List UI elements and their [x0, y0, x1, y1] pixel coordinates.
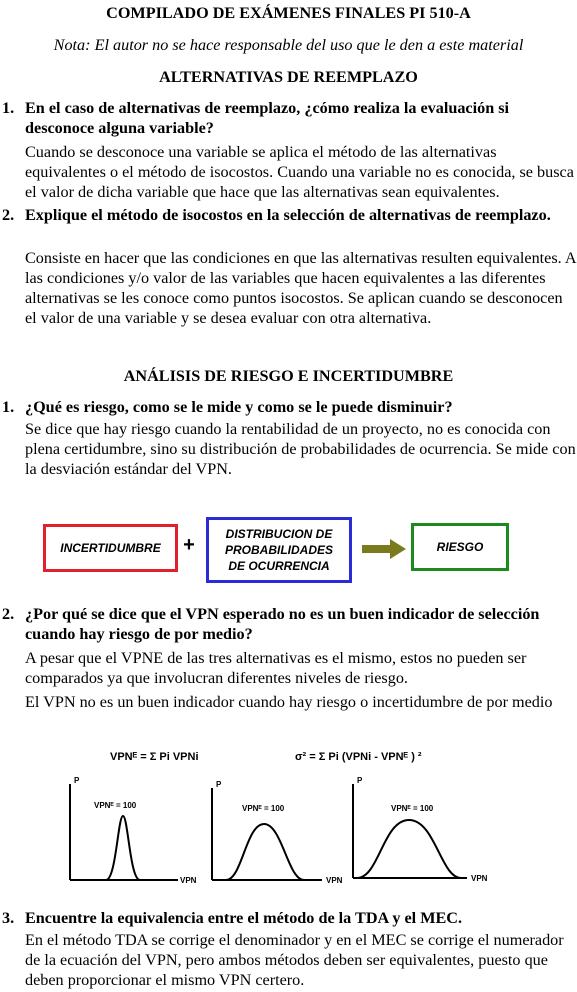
diagram-box-label: RIESGO — [436, 540, 484, 554]
question-number: 2. — [2, 206, 15, 224]
plus-symbol: + — [183, 534, 195, 556]
question-text: ¿Por qué se dice que el VPN esperado no es un buen indicador de selección cuando hay riesgo de por medio? — [25, 605, 540, 643]
question-number: 1. — [2, 398, 15, 416]
y-axis-label: P — [357, 776, 363, 785]
y-axis-label: P — [216, 780, 222, 789]
diagram-box-label: PROBABILIDADES — [224, 543, 333, 557]
answer-text: Consiste en hacer que las condiciones en que las alternativas resulten equivalentes. A las condiciones y/o valor de las variables que hacen equivalentes a las diferentes alternativas se les conoce como puntos isocostos. Se aplican cuando se desconocen el valor de una variable y se desea evaluar con otra alternativa. — [25, 249, 576, 327]
answer-text: En el método TDA se corrige el denominador y en el MEC se corrige el numerador de la ecuación del VPN, pero ambos métodos deben ser equivalentes, puesto que deben proporcionar el mismo VPN certero. — [25, 931, 564, 989]
distribution-graph-wide — [343, 776, 503, 888]
answer-text: El VPN no es un buen indicador cuando hay riesgo o incertidumbre de por medio — [25, 693, 553, 711]
question-number: 1. — [2, 99, 15, 117]
question-text: En el caso de alternativas de reemplazo, ¿cómo realiza la evaluación si desconoce alguna variable? — [25, 99, 510, 137]
disclaimer-note: Nota: El autor no se hace responsable del uso que le den a este material — [53, 36, 524, 54]
diagram-incertidumbre-box — [43, 524, 178, 572]
section-heading-riesgo: ANÁLISIS DE RIESGO E INCERTIDUMBRE — [123, 367, 454, 385]
distribution-graph-narrow — [60, 776, 215, 890]
answer-text: Se dice que hay riesgo cuando la rentabilidad de un proyecto, no es conocida con plena certidumbre, sino su distribución de probabilidades de ocurrencia. Se mide con la desviación estándar del VPN. — [25, 420, 576, 478]
curve-label: VPNᴱ = 100 — [391, 804, 434, 813]
curve-label: VPNᴱ = 100 — [242, 804, 285, 813]
graph-axes — [343, 776, 503, 888]
curve-label: VPNᴱ = 100 — [94, 801, 137, 810]
question-number: 2. — [2, 605, 15, 623]
answer-text: Cuando se desconoce una variable se aplica el método de las alternativas equivalentes o el método de isocostos. Cuando una variable no es conocida, se busca el valor de dicha variable que hace que las alternativas sean equivalentes. — [25, 143, 574, 201]
answer-text: A pesar que el VPNE de las tres alternativas es el mismo, estos no pueden ser comparados ya que involucran diferentes niveles de riesgo. — [25, 649, 527, 687]
x-axis-label: VPN — [471, 874, 488, 883]
y-axis-label: P — [74, 776, 80, 785]
graph-axes — [60, 776, 215, 890]
graph-axes — [202, 780, 362, 890]
diagram-box-label: DISTRIBUCION DE — [225, 527, 333, 541]
x-axis-label: VPN — [326, 876, 343, 885]
document-title: COMPILADO DE EXÁMENES FINALES PI 510-A — [106, 4, 471, 22]
formula-variance: σ² = Σ Pi (VPNi - VPNᴱ ) ² — [295, 751, 422, 763]
section-heading-reemplazo: ALTERNATIVAS DE REEMPLAZO — [159, 68, 418, 86]
diagram-box-label: INCERTIDUMBRE — [60, 541, 161, 555]
question-number: 3. — [2, 909, 15, 927]
diagram-distribucion-box — [206, 517, 352, 583]
formula-expected-vpn: VPNᴱ = Σ Pi VPNi — [110, 751, 199, 763]
question-text: ¿Qué es riesgo, como se le mide y como se le puede disminuir? — [25, 398, 453, 416]
question-text: Explique el método de isocostos en la selección de alternativas de reemplazo. — [25, 206, 551, 224]
right-arrow-icon — [362, 538, 408, 560]
diagram-box-label: DE OCURRENCIA — [228, 559, 330, 573]
diagram-riesgo-box — [411, 523, 509, 571]
question-text: Encuentre la equivalencia entre el método de la TDA y el MEC. — [25, 909, 463, 927]
x-axis-label: VPN — [180, 876, 197, 885]
distribution-graph-medium — [202, 780, 362, 890]
